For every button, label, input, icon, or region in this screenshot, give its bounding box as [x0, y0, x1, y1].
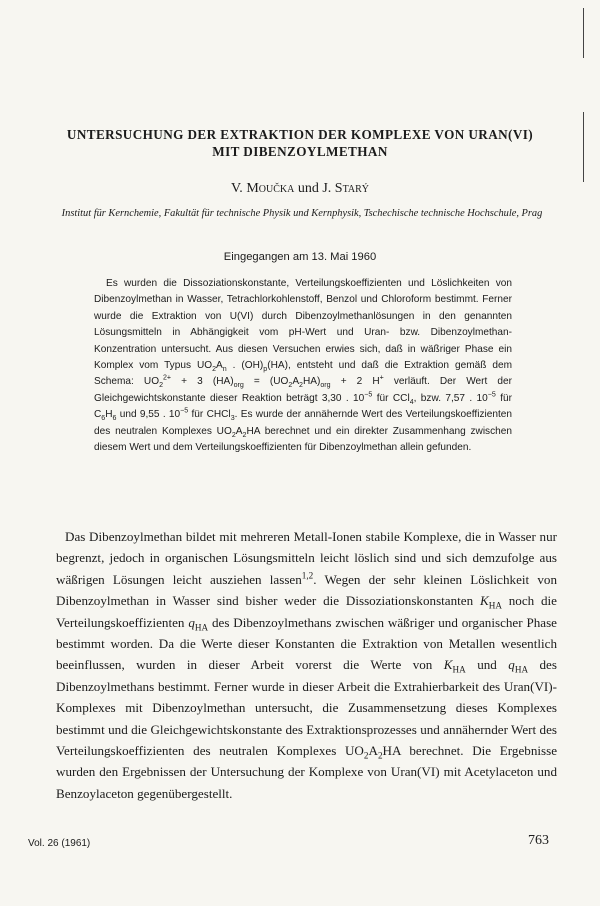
body-paragraph: Das Dibenzoylmethan bildet mit mehreren Metall-Ionen stabile Komplexe, die in Wasser nur begrenzt, jedoch in organischen Lösungsmitteln leicht löslich sind und sich demzufolge aus wäßrigen Lösungen leicht ausziehen lassen$^{1,2}$. Wegen der sehr kleinen Löslichkeit von Dibenzoylmethan in Wasser sind bisher weder die Dissoziationskonstanten $K_{HA}$ noch die Verteilungskoeffizienten $q_{HA}$ des Dibenzoylmethans zwischen wäßriger und organischer Phase bestimmt worden. Da die Werte dieser Konstanten die Extraktion von Metallen wesentlich beeinflussen, wurden in dieser Arbeit vorerst die Werte von $K_{HA}$ und $q_{HA}$ des Dibenzoylmethans bestimmt. Ferner wurde in dieser Arbeit die Extrahierbarkeit des Uran(VI)-Komplexes mit Dibenzoylmethan untersucht, die Zusammensetzung dieses Komplexes bestimmt und die Gleichgewichtskonstante des Extraktionsprozesses und annähernder Wert des Verteilungskoeffizienten des neutralen Komplexes $UO_2A_2HA$ berechnet. Die Ergebnisse wurden den Ergebnissen der Untersuchung der Komplexe von Uran(VI) mit Acetylaceton und Benzoylaceton gegenübergestellt.	[56, 529, 558, 801]
institute-affiliation: Institut für Kernchemie, Fakultät für technische Physik und Kernphysik, Tschechische technische Hochschule, Prag	[61, 208, 543, 219]
author-2-surname: Starý	[334, 181, 369, 196]
author-1-surname: Moučka	[246, 181, 295, 196]
journal-volume: Vol. 26 (1961)	[28, 838, 91, 849]
author-2-initial: J.	[322, 181, 332, 196]
author-1-initial: V.	[231, 181, 243, 196]
article-title	[30, 126, 570, 160]
authors-conjunction: und	[297, 181, 319, 196]
received-date: Eingegangen am 13. Mai 1960	[223, 251, 377, 263]
citation-ref: 1,2	[301, 570, 314, 581]
title-line-2: MIT DIBENZOYLMETHAN	[212, 144, 388, 159]
margin-rule-bottom	[583, 112, 585, 182]
title-line-1: UNTERSUCHUNG DER EXTRAKTION DER KOMPLEXE VON URAN(VI)	[66, 127, 534, 142]
page-number: 763	[528, 833, 549, 848]
abstract: Es wurden die Dissoziationskonstante, Verteilungskoeffizienten und Löslichkeiten von Dibenzoylmethan in Wasser, Tetrachlorkohlenstoff, Benzol und Chloroform bestimmt. Ferner wurde die Extraktion von U(VI) durch Dibenzoylmethanlösungen in den genannten Lösungsmitteln in Abhängigkeit vom pH-Wert und Uran- bzw. Dibenzoylmethan-Konzentration untersucht. Aus diesen Versuchen erwies sich, daß in wäßriger Phase ein Komplex vom Typus $UO_2A_n$ . $(OH)_p(HA)$, entsteht und daß die Extraktion gemäß dem Schema: $UO_2^{2+} + 3$ $(HA)_{org} = (UO_2A_2HA)_{org} + 2$ H+ verläuft. Der Wert der Gleichgewichtskonstante dieser Reaktion beträgt 3,30 . $10^{-5}$ für CCl$_4$, bzw. 7,57 . $10^{-5}$ für $C_6H_6$ und 9,55 . $10^{-5}$ für CHCl$_3$. Es wurde der annähernde Wert des Verteilungskoeffizienten des neutralen Komplexes $UO_2A_2HA$ berechnet und ein direkter Zusammenhang zwischen diesem Wert und dem Verteilungskoeffizienten für Dibenzoylmethan allein gefunden.	[94, 278, 513, 454]
authors	[0, 181, 600, 197]
margin-rule-top	[583, 8, 585, 58]
